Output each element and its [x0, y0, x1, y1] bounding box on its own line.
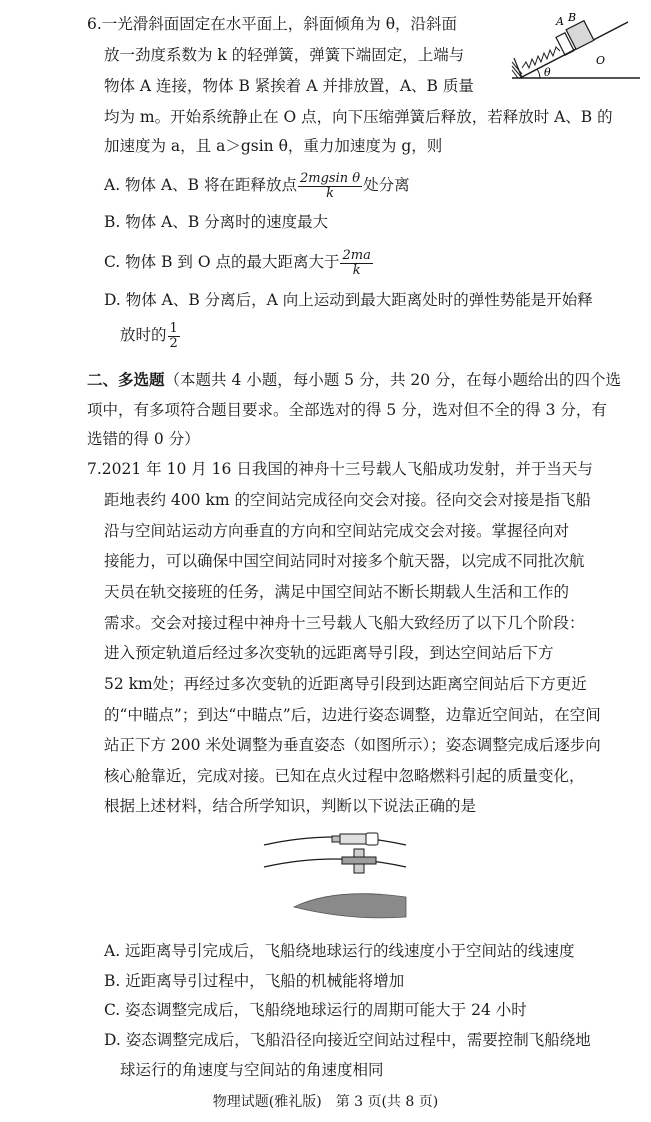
frac-num: 2ma: [342, 247, 371, 263]
q7-line-4: 接能力，可以确保中国空间站同时对接多个航天器，以完成不同批次航: [104, 552, 585, 570]
frac-den: k: [326, 185, 334, 201]
q6-option-a-tail: 处分离: [363, 176, 410, 194]
q7-line-10: 站正下方 200 米处调整为垂直姿态（如图所示）；姿态调整完成后逐步向: [104, 736, 601, 754]
q7-option-d[interactable]: D. 姿态调整完成后，飞船沿径向接近空间站过程中，需要控制飞船绕地: [104, 1031, 591, 1049]
q7-line-6: 需求。交会对接过程中神舟十三号载人飞船大致经历了以下几个阶段：: [104, 614, 585, 632]
section-2-line-2: 项中，有多项符合题目要求。全部选对的得 5 分，选对但不全的得 3 分，有: [87, 401, 607, 419]
q6-option-d-fraction: [168, 322, 180, 351]
q7-line-2: 距地表约 400 km 的空间站完成径向交会对接。径向交会对接是指飞船: [104, 491, 591, 509]
frac-num: 1: [169, 320, 178, 336]
section-2-header: [87, 370, 621, 390]
q6-option-d-cont: [120, 318, 181, 352]
q7-line-8: 52 km处；再经过多次变轨的近距离导引段到达距离空间站后下方更近: [104, 675, 587, 693]
q6-option-a-text: A. 物体 A、B 将在距释放点: [104, 176, 297, 194]
fig-label-a: A: [556, 15, 564, 28]
frac-den: k: [352, 262, 361, 278]
q7-line-12: 根据上述材料，结合所学知识，判断以下说法正确的是: [104, 797, 477, 815]
q7-line-7: 进入预定轨道后经过多次变轨的远距离导引段，到达空间站后下方: [104, 644, 554, 662]
q6-option-c-fraction: [340, 249, 372, 278]
fig-label-o: O: [596, 54, 606, 67]
incline-figure: [500, 8, 642, 86]
q6-option-d[interactable]: D. 物体 A、B 分离后，A 向上运动到最大距离处时的弹性势能是开始释: [104, 291, 593, 309]
q6-line-2: 放一劲度系数为 k 的轻弹簧，弹簧下端固定，上端与: [104, 46, 465, 64]
q6-option-d-text: 放时的: [120, 326, 167, 344]
q7-option-d-cont: 球运行的角速度与空间站的角速度相同: [120, 1061, 384, 1079]
section-2-desc: （本题共 4 小题，每小题 5 分，共 20 分，在每小题给出的四个选: [164, 371, 622, 389]
q6-line-1: 6.一光滑斜面固定在水平面上，斜面倾角为 θ，沿斜面: [87, 15, 458, 33]
q7-option-c[interactable]: C. 姿态调整完成后，飞船绕地球运行的周期可能大于 24 小时: [104, 1001, 527, 1019]
q6-line-4: 均为 m。开始系统静止在 O 点，向下压缩弹簧后释放，若释放时 A、B 的: [104, 108, 613, 126]
frac-num: 2mgsin θ: [300, 170, 361, 186]
frac-den: 2: [169, 335, 178, 351]
page-footer: 物理试题(雅礼版) 第 3 页(共 8 页): [212, 1094, 439, 1110]
q7-option-a[interactable]: A. 远距离导引完成后，飞船绕地球运行的线速度小于空间站的线速度: [104, 942, 575, 960]
q7-line-3: 沿与空间站运动方向垂直的方向和空间站完成交会对接。掌握径向对: [104, 522, 570, 540]
q6-option-a[interactable]: [104, 168, 410, 202]
section-2-line-3: 选错的得 0 分）: [87, 430, 200, 448]
fig-label-theta: θ: [544, 66, 551, 79]
q7-line-1: 7.2021 年 10 月 16 日我国的神舟十三号载人飞船成功发射，并于当天与: [87, 460, 593, 478]
q6-option-b[interactable]: B. 物体 A、B 分离时的速度最大: [104, 213, 329, 231]
q6-line-3: 物体 A 连接，物体 B 紧挨着 A 并排放置，A、B 质量: [104, 77, 474, 95]
fig-label-b: B: [568, 11, 577, 24]
q6-line-5: 加速度为 a，且 a＞gsin θ，重力加速度为 g，则: [104, 137, 443, 155]
q7-option-b[interactable]: B. 近距离导引过程中，飞船的机械能将增加: [104, 972, 405, 990]
q7-line-11: 核心舱靠近，完成对接。已知在点火过程中忽略燃料引起的质量变化，: [104, 767, 585, 785]
q7-line-5: 天员在轨交接班的任务，满足中国空间站不断长期载人生活和工作的: [104, 583, 570, 601]
q6-option-a-fraction: [298, 172, 362, 201]
docking-figure: [260, 825, 410, 930]
section-2-title: 二、多选题: [87, 370, 165, 389]
q6-option-c-text: C. 物体 B 到 O 点的最大距离大于: [104, 253, 340, 271]
q7-line-9: 的“中瞄点”；到达“中瞄点”后，边进行姿态调整，边靠近空间站，在空间: [104, 706, 601, 724]
q6-option-c[interactable]: [104, 245, 374, 279]
